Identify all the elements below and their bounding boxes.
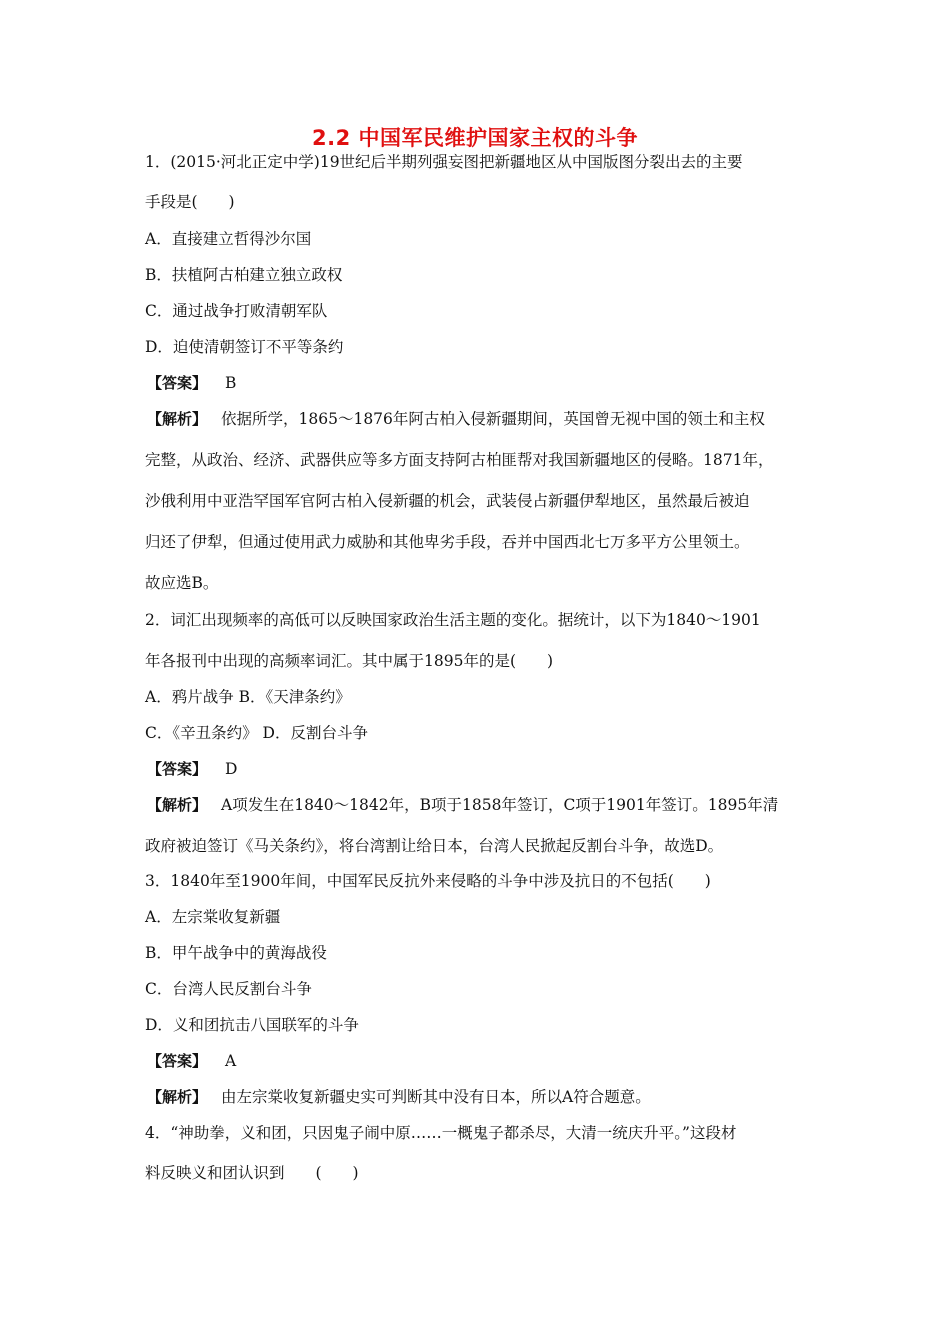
- analysis-label: 【解析】: [147, 1088, 208, 1106]
- question-3-stem: 3．1840年至1900年间，中国军民反抗外来侵略的斗争中涉及抗日的不包括( ): [145, 872, 711, 890]
- analysis-label: 【解析】: [147, 410, 208, 428]
- question-1-analysis-line-3: 沙俄利用中亚浩罕国军官阿古柏入侵新疆的机会，武装侵占新疆伊犁地区，虽然最后被迫: [145, 492, 750, 510]
- question-2-analysis-line-1: [147, 795, 778, 815]
- question-4-stem-line-2: 料反映义和团认识到 ( ): [145, 1164, 359, 1182]
- question-1-option-d: D．迫使清朝签订不平等条约: [145, 338, 344, 356]
- question-1-analysis-line-5: 故应选B。: [145, 574, 219, 592]
- question-1-stem-line-2: 手段是( ): [145, 193, 235, 211]
- analysis-text: A项发生在1840～1842年，B项于1858年签订，C项于1901年签订。1895年清: [221, 796, 779, 814]
- question-3-option-a: A．左宗棠收复新疆: [145, 908, 281, 926]
- answer-label: 【答案】: [147, 1052, 208, 1070]
- answer-label: 【答案】: [147, 374, 208, 392]
- question-1-option-a: A．直接建立哲得沙尔国: [145, 230, 312, 248]
- question-1-analysis-line-1: [147, 409, 765, 429]
- answer-value: D: [225, 760, 238, 778]
- question-3-option-c: C．台湾人民反割台斗争: [145, 980, 312, 998]
- question-3-option-b: B．甲午战争中的黄海战役: [145, 944, 327, 962]
- question-2-stem-line-2: 年各报刊中出现的高频率词汇。其中属于1895年的是( ): [145, 652, 554, 670]
- page-title: 2.2 中国军民维护国家主权的斗争: [311, 126, 638, 150]
- question-1-analysis-line-4: 归还了伊犁，但通过使用武力威胁和其他卑劣手段，吞并中国西北七万多平方公里领土。: [145, 533, 750, 551]
- answer-label: 【答案】: [147, 760, 208, 778]
- question-4-stem-line-1: 4．“神助拳，义和团，只因鬼子闹中原……一概鬼子都杀尽，大清一统庆升平。”这段材: [145, 1124, 737, 1142]
- analysis-text: 由左宗棠收复新疆史实可判断其中没有日本，所以A符合题意。: [221, 1088, 651, 1106]
- question-2-analysis-line-2: 政府被迫签订《马关条约》，将台湾割让给日本，台湾人民掀起反割台斗争，故选D。: [145, 837, 724, 855]
- analysis-text: 依据所学，1865～1876年阿古柏入侵新疆期间，英国曾无视中国的领土和主权: [221, 410, 765, 428]
- question-1-analysis-line-2: 完整，从政治、经济、武器供应等多方面支持阿古柏匪帮对我国新疆地区的侵略。1871年，: [145, 451, 774, 469]
- question-2-options-cd: C．《辛丑条约》 D．反割台斗争: [145, 724, 368, 742]
- question-3-analysis-line-1: [147, 1087, 651, 1107]
- question-2-options-ab: A．鸦片战争 B．《天津条约》: [145, 688, 351, 706]
- question-1-option-c: C．通过战争打败清朝军队: [145, 302, 328, 320]
- question-1-answer: [147, 373, 236, 393]
- question-1-option-b: B．扶植阿古柏建立独立政权: [145, 266, 343, 284]
- answer-value: B: [225, 374, 237, 392]
- question-1-stem-line-1: 1．(2015·河北正定中学)19世纪后半期列强妄图把新疆地区从中国版图分裂出去的主要: [145, 153, 743, 171]
- question-2-answer: [147, 759, 237, 779]
- question-3-option-d: D．义和团抗击八国联军的斗争: [145, 1016, 359, 1034]
- question-3-answer: [147, 1051, 236, 1071]
- question-2-stem-line-1: 2．词汇出现频率的高低可以反映国家政治生活主题的变化。据统计，以下为1840～1901: [145, 611, 761, 629]
- answer-value: A: [225, 1052, 237, 1070]
- analysis-label: 【解析】: [147, 796, 208, 814]
